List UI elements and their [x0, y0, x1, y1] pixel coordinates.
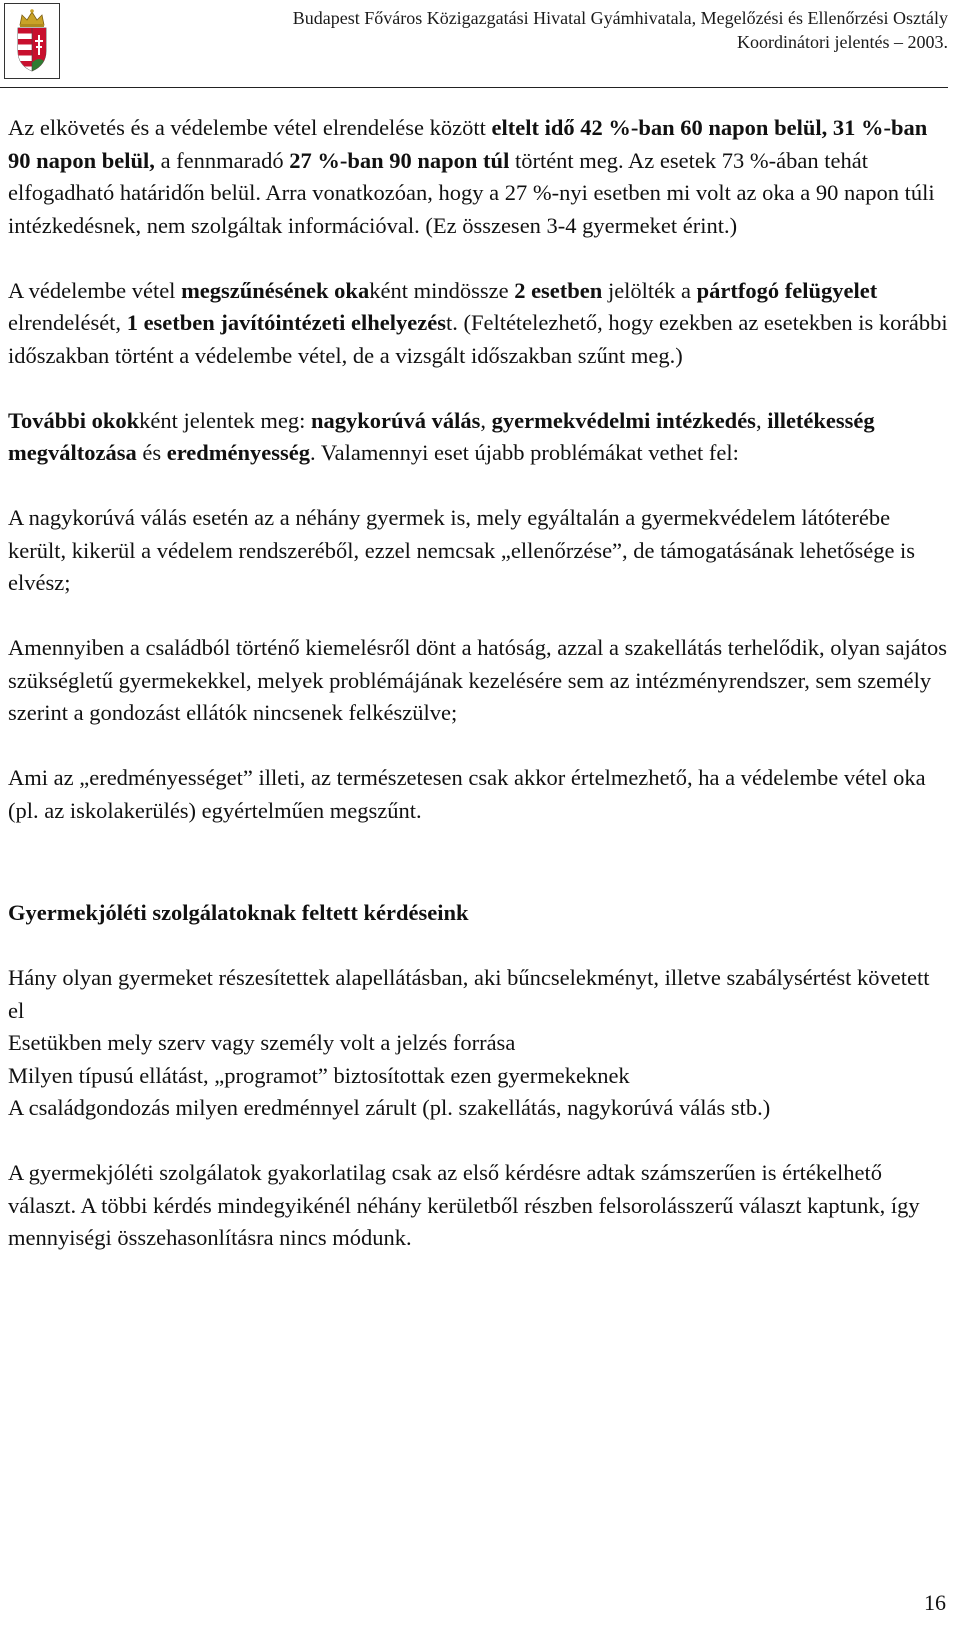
paragraph-adulthood: A nagykorúvá válás esetén az a néhány gyermek is, mely egyáltalán a gyermekvédelem látóterébe került, kikerül a védelem rendszeréből, ezzel nemcsak „ellenőrzése”, de támogatásának lehetősége is elvész; — [8, 505, 916, 595]
question-item: Milyen típusú ellátást, „programot” biztosítottak ezen gyermekeknek — [8, 1062, 630, 1088]
paragraph-effectiveness: Ami az „eredményességet” illeti, az természetesen csak akkor értelmezhető, ha a védelembe vétel oka (pl. az iskolakerülés) egyértelműen megszűnt. — [8, 765, 926, 823]
document-body — [8, 112, 948, 1287]
header-report-title: Koordinátori jelentés – 2003. — [737, 32, 948, 52]
coat-of-arms-icon — [4, 3, 60, 79]
paragraph-response-time: Az elkövetés és a védelembe vétel elrendelése között eltelt idő 42 %-ban 60 napon belül, 31 %-ban 90 napon belül, a fennmaradó 27 %-ban 90 napon túl történt meg. Az esetek 73 %-ában tehát elfogadható határidőn belül. Arra vonatkozóan, hogy a 27 %-nyi esetben mi volt az oka a 90 napon túli intézkedésnek, nem szolgáltak információval. (Ez összesen 3-4 gyermeket érint.) — [8, 115, 935, 238]
page-header — [0, 0, 960, 84]
header-divider — [0, 87, 948, 88]
section-heading: Gyermekjóléti szolgálatoknak feltett kérdéseink — [8, 900, 469, 925]
header-text — [293, 6, 948, 54]
question-item: A családgondozás milyen eredménnyel zárult (pl. szakellátás, nagykorúvá válás stb.) — [8, 1095, 771, 1120]
paragraph-further-reasons: További okokként jelentek meg: nagykorúvá válás, gyermekvédelmi intézkedés, illetékesség megváltozása és eredményesség. Valamennyi eset újabb problémákat vethet fel: — [8, 407, 875, 465]
page-number: 16 — [924, 1590, 946, 1615]
paragraph-answers: A gyermekjóléti szolgálatok gyakorlatilag csak az első kérdésre adtak számszerűen is értékelhető választ. A többi kérdés mindegyikénél néhány kerületből részben felsorolásszerű választ kaptunk, így mennyiségi összehasonlításra nincs módunk. — [8, 1160, 920, 1250]
question-item: Esetükben mely szerv vagy személy volt a jelzés forrása — [8, 1030, 516, 1055]
header-organization: Budapest Főváros Közigazgatási Hivatal Gyámhivatala, Megelőzési és Ellenőrzési Osztály — [292, 8, 948, 28]
question-list — [8, 962, 948, 1125]
paragraph-termination-reasons: A védelembe vétel megszűnésének okaként mindössze 2 esetben jelölték a pártfogó felügyelet elrendelését, 1 esetben javítóintézeti elhelyezést. (Feltételezhető, hogy ezekben az esetekben is korábbi időszakban történt a védelembe vétel, de a vizsgált időszakban szűnt meg.) — [8, 277, 948, 368]
question-item: Hány olyan gyermeket részesítettek alapellátásban, aki bűncselekményt, illetve szabálysértést követett el — [8, 965, 930, 1023]
paragraph-removal: Amennyiben a családból történő kiemelésről dönt a hatóság, azzal a szakellátás terhelődik, olyan sajátos szükségletű gyermekekkel, melyek problémájának kezelésére sem az intézményrendszer, sem személy szerint a gondozást ellátók nincsenek felkészülve; — [8, 635, 948, 725]
